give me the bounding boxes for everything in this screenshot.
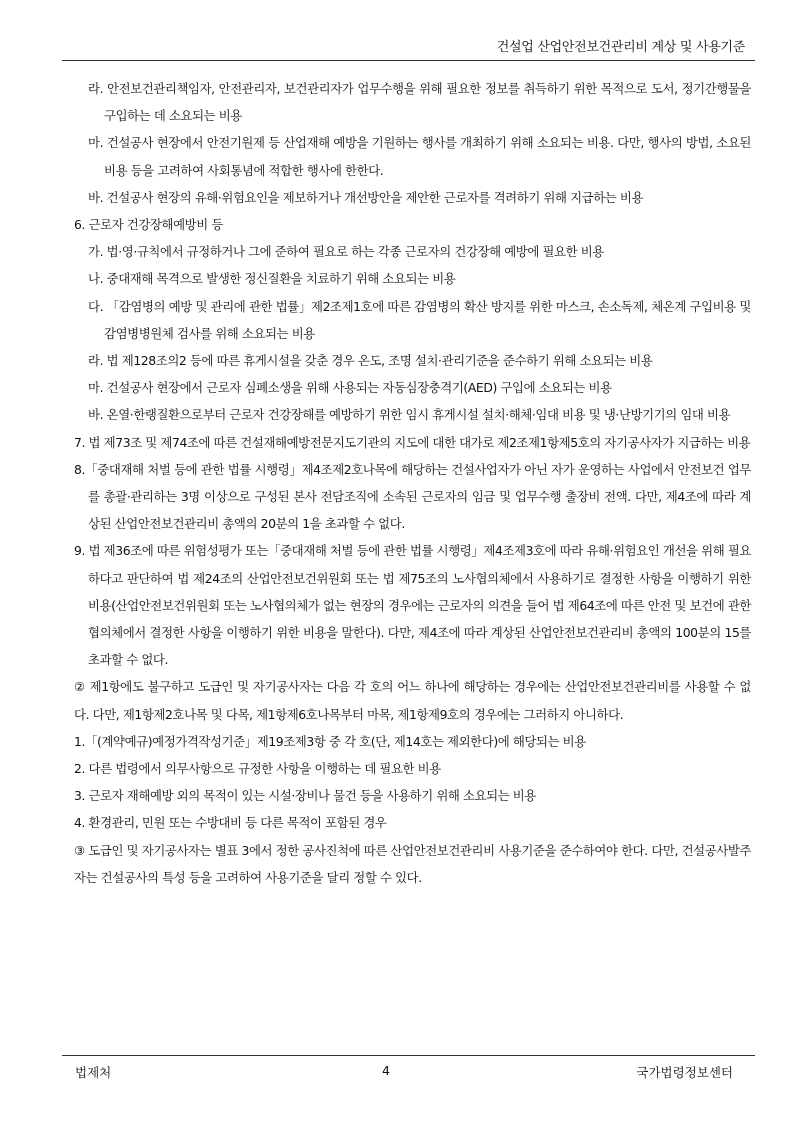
paragraph: 나. 중대재해 목격으로 발생한 정신질환을 치료하기 위해 소요되는 비용 — [88, 271, 456, 287]
paragraph: 1.「(계약예규)예정가격작성기준」제19조제3항 중 각 호(단, 제14호는 제외한다)에 해당되는 비용 — [74, 733, 586, 749]
paragraph: 7. 법 제73조 및 제74조에 따른 건설재해예방전문지도기관의 지도에 대한 대가로 제2조제1항제5호의 자기공사자가 지급하는 비용 — [74, 434, 751, 450]
footer-divider — [62, 1055, 755, 1057]
paragraph: ③ 도급인 및 자기공사자는 별표 3에서 정한 공사진척에 따른 산업안전보건관리비 사용기준을 준수하여야 한다. 다만, 건설공사발주자는 건설공사의 특성 등을 고려하여 사용기준을 달리 정할 수 있다. — [74, 842, 751, 885]
paragraph: 8.「중대재해 처벌 등에 관한 법률 시행령」제4조제2호나목에 해당하는 건설사업자가 아닌 자가 운영하는 사업에서 안전보건 업무를 총괄·관리하는 3명 이상으로 구성된 본사 전담조직에 소속된 근로자의 임금 및 업무수행 출장비 전액. 다만, 제4조에 따라 계상된 산업안전보건관리비 총액의 20분의 1을 초과할 수 없다. — [74, 461, 751, 532]
footer-source: 법제처 — [75, 1065, 112, 1080]
document-body — [74, 75, 751, 891]
paragraph: 마. 건설공사 현장에서 안전기원제 등 산업재해 예방을 기원하는 행사를 개최하기 위해 소요되는 비용. 다만, 행사의 방법, 소요된 비용 등을 고려하여 사회통념에 적합한 행사에 한한다. — [88, 135, 751, 178]
paragraph: 라. 법 제128조의2 등에 따른 휴게시설을 갖춘 경우 온도, 조명 설치·관리기준을 준수하기 위해 소요되는 비용 — [88, 353, 653, 369]
page-number: 4 — [382, 1063, 390, 1078]
paragraph: 라. 안전보건관리책임자, 안전관리자, 보건관리자가 업무수행을 위해 필요한 정보를 취득하기 위한 목적으로 도서, 정기간행물을 구입하는 데 소요되는 비용 — [88, 81, 751, 124]
paragraph: 3. 근로자 재해예방 외의 목적이 있는 시설·장비나 물건 등을 사용하기 위해 소요되는 비용 — [74, 788, 536, 804]
paragraph: 2. 다른 법령에서 의무사항으로 규정한 사항을 이행하는 데 필요한 비용 — [74, 761, 441, 777]
paragraph: 9. 법 제36조에 따른 위험성평가 또는「중대재해 처벌 등에 관한 법률 시행령」제4조제3호에 따라 유해·위험요인 개선을 위해 필요하다고 판단하여 법 제24조의 산업안전보건위원회 또는 법 제75조의 노사협의체에서 사용하기로 결정한 사항을 이행하기 위한 비용(산업안전보건위원회 또는 노사협의체가 없는 현장의 경우에는 근로자의 의견을 들어 법 제64조에 따른 안전 및 보건에 관한 협의체에서 결정한 사항을 이행하기 위한 비용을 말한다). 다만, 제4조에 따라 계상된 산업안전보건관리비 총액의 100분의 15를 초과할 수 없다. — [74, 543, 751, 668]
footer-publisher: 국가법령정보센터 — [636, 1065, 733, 1080]
paragraph: ② 제1항에도 불구하고 도급인 및 자기공사자는 다음 각 호의 어느 하나에 해당하는 경우에는 산업안전보건관리비를 사용할 수 없다. 다만, 제1항제2호나목 및 다목, 제1항제6호나목부터 마목, 제1항제9호의 경우에는 그러하지 아니하다. — [74, 679, 751, 722]
paragraph: 6. 근로자 건강장해예방비 등 — [74, 217, 223, 233]
paragraph: 4. 환경관리, 민원 또는 수방대비 등 다른 목적이 포함된 경우 — [74, 815, 387, 831]
document-title: 건설업 산업안전보건관리비 계상 및 사용기준 — [496, 40, 745, 55]
paragraph: 다. 「감염병의 예방 및 관리에 관한 법률」제2조제1호에 따른 감염병의 확산 방지를 위한 마스크, 손소독제, 체온계 구입비용 및 감염병병원체 검사를 위해 소요되는 비용 — [88, 298, 751, 341]
paragraph: 마. 건설공사 현장에서 근로자 심폐소생을 위해 사용되는 자동심장충격기(AED) 구입에 소요되는 비용 — [88, 380, 612, 396]
page-header — [62, 28, 755, 61]
paragraph: 바. 건설공사 현장의 유해·위험요인을 제보하거나 개선방안을 제안한 근로자를 격려하기 위해 지급하는 비용 — [88, 189, 644, 205]
paragraph: 바. 온열·한랭질환으로부터 근로자 건강장해를 예방하기 위한 임시 휴게시설 설치·해체·임대 비용 및 냉·난방기기의 임대 비용 — [88, 407, 731, 423]
paragraph: 가. 법·영·규칙에서 규정하거나 그에 준하여 필요로 하는 각종 근로자의 건강장해 예방에 필요한 비용 — [88, 244, 604, 260]
